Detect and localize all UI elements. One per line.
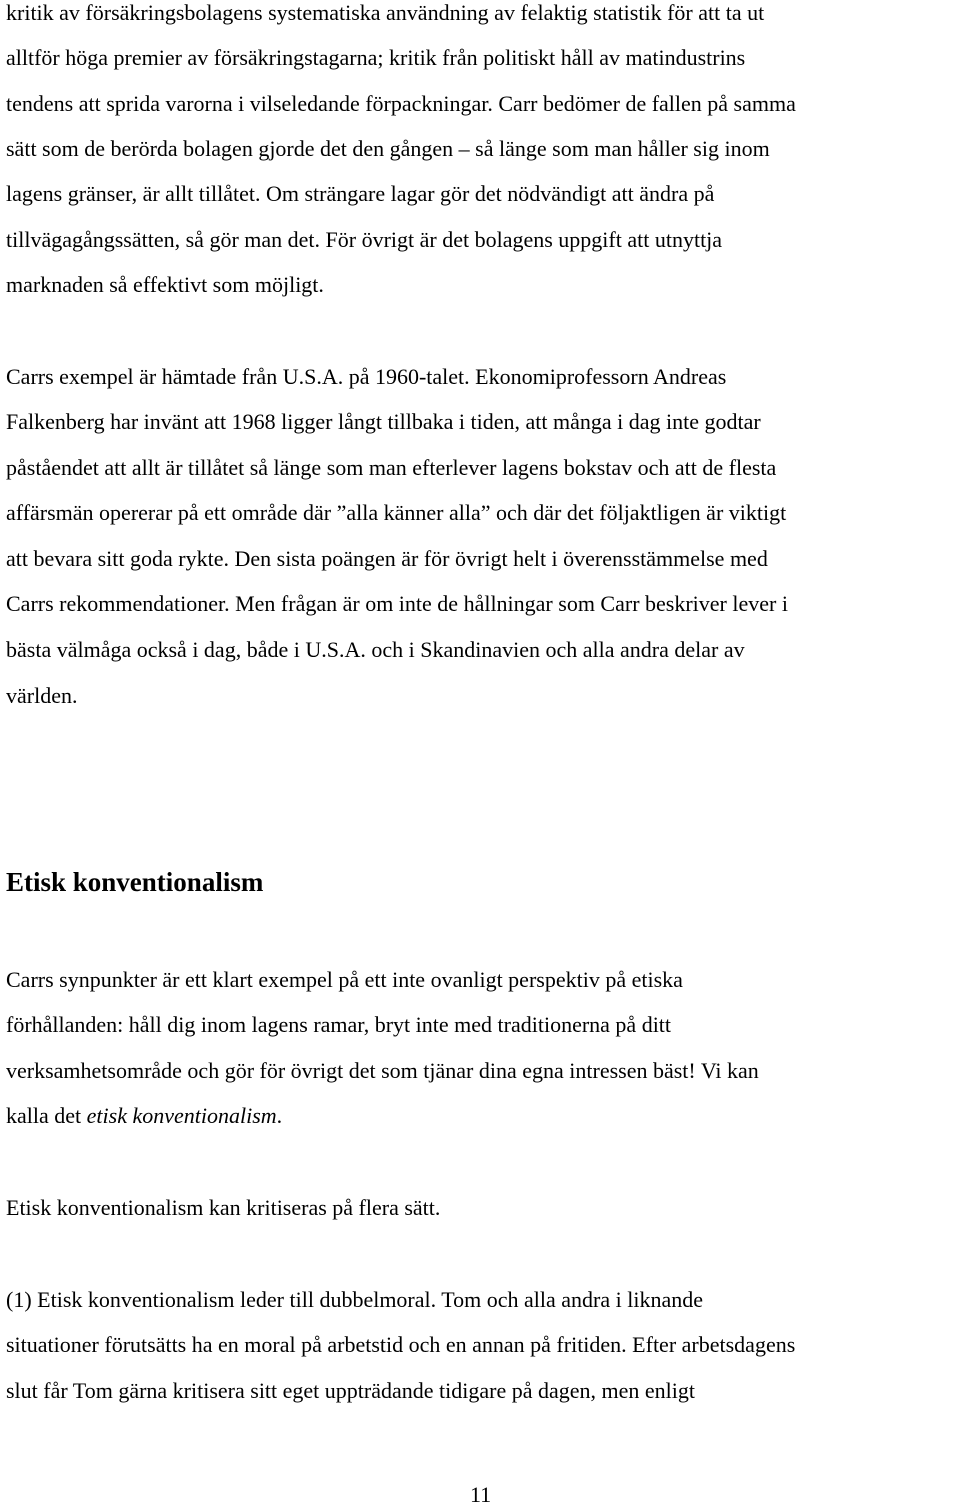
text-line: förhållanden: håll dig inom lagens ramar, bryt inte med traditionerna på ditt — [6, 1012, 672, 1037]
text-line — [6, 1103, 282, 1129]
text-line: Etisk konventionalism kan kritiseras på flera sätt. — [6, 1195, 441, 1220]
text-line: Carrs exempel är hämtade från U.S.A. på 1960-talet. Ekonomiprofessorn Andreas — [6, 364, 727, 389]
text-line: kritik av försäkringsbolagens systematiska användning av felaktig statistik för att ta ut — [6, 0, 765, 25]
section-heading: Etisk konventionalism — [6, 867, 264, 897]
text-line: Carrs synpunkter är ett klart exempel på ett inte ovanligt perspektiv på etiska — [6, 967, 683, 992]
text-line: (1) Etisk konventionalism leder till dubbelmoral. Tom och alla andra i liknande — [6, 1287, 703, 1312]
text-line: påståendet att allt är tillåtet så länge som man efterlever lagens bokstav och att de flesta — [6, 455, 777, 480]
page-number: 11 — [470, 1482, 492, 1507]
text-line: världen. — [6, 683, 78, 708]
text-line: sätt som de berörda bolagen gjorde det den gången – så länge som man håller sig inom — [6, 136, 770, 161]
text-line: tillvägagångssätten, så gör man det. För övrigt är det bolagens uppgift att utnyttja — [6, 227, 723, 252]
text-line: situationer förutsätts ha en moral på arbetstid och en annan på fritiden. Efter arbetsdagens — [6, 1332, 796, 1357]
text-line: Carrs rekommendationer. Men frågan är om inte de hållningar som Carr beskriver lever i — [6, 591, 788, 616]
text-line: affärsmän opererar på ett område där ”alla känner alla” och där det följaktligen är viktigt — [6, 500, 787, 525]
text-line: verksamhetsområde och gör för övrigt det som tjänar dina egna intressen bäst! Vi kan — [6, 1058, 759, 1083]
text-line: bästa välmåga också i dag, både i U.S.A. och i Skandinavien och alla andra delar av — [6, 637, 745, 662]
italic-term: etisk konventionalism — [86, 1103, 277, 1128]
text-line: tendens att sprida varorna i vilseledande förpackningar. Carr bedömer de fallen på samma — [6, 91, 796, 116]
text-segment: . — [276, 1103, 283, 1128]
text-line: Falkenberg har invänt att 1968 ligger långt tillbaka i tiden, att många i dag inte godtar — [6, 409, 761, 434]
text-line: slut får Tom gärna kritisera sitt eget uppträdande tidigare på dagen, men enligt — [6, 1378, 695, 1403]
text-line: marknaden så effektivt som möjligt. — [6, 272, 324, 297]
text-segment: kalla det — [6, 1103, 87, 1128]
text-line: lagens gränser, är allt tillåtet. Om strängare lagar gör det nödvändigt att ändra på — [6, 181, 715, 206]
text-line: alltför höga premier av försäkringstagarna; kritik från politiskt håll av matindustrins — [6, 45, 746, 70]
text-line: att bevara sitt goda rykte. Den sista poängen är för övrigt helt i överensstämmelse med — [6, 546, 768, 571]
